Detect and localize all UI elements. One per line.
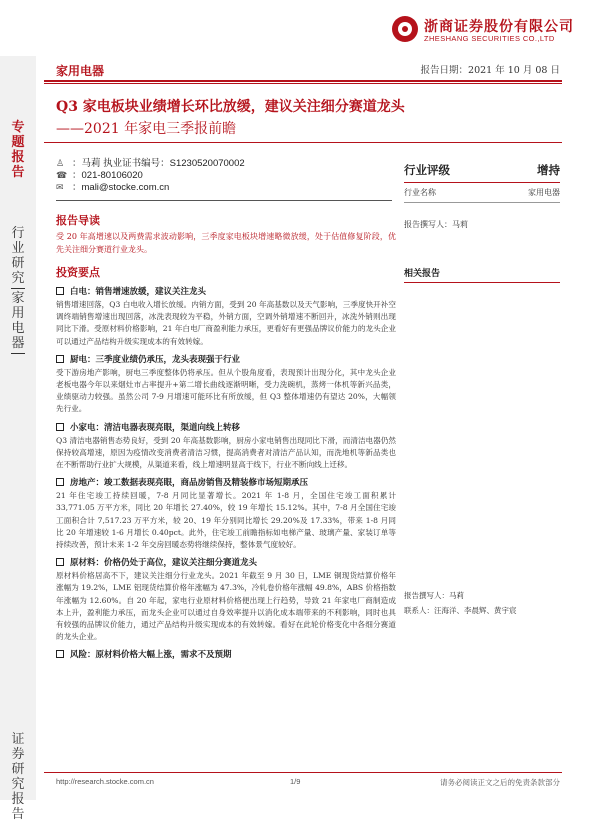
investment-bullet [56, 421, 396, 472]
left-side-bar [0, 56, 36, 822]
analyst-email[interactable]: ：mali@stocke.com.cn [72, 182, 170, 193]
rating-value: 增持 [537, 163, 560, 177]
bullet-body: 21 年住宅竣工持续回暖，7-8 月同比显著增长。2021 年 1-8 月，全国住宅竣工面积累计 33,771.05 万平方米，同比 20 年增长 27.40%，较 19 年增长 15.12%。其中，7-8 月全国住宅竣工面积合计 7,517.23 万平方米，较 20、19 年分别同比增长 29.20%及 17.33%，带来 1-8 月同比 20 年增速较 1-6 月增长 0.40pct。此外，住宅竣工前瞻指标如电梯产量、玻璃产量、家装订单等持续改善，预计未来 1-2 年交房回暖态势将继续保持，整体景气度较好。 [56, 491, 396, 550]
company-name-en: ZHESHANG SECURITIES CO.,LTD [424, 34, 555, 43]
industry-row [404, 183, 560, 203]
guide-title: 报告导读 [56, 214, 100, 227]
right-contacts [404, 588, 564, 618]
category-vertical-2: 家用电器 [11, 291, 25, 351]
checkbox-bullet-icon [56, 558, 64, 566]
investment-bullet [56, 648, 396, 660]
header-divider [44, 80, 562, 82]
vertical-divider [11, 288, 25, 289]
bullet-title: 小家电：清洁电器表现亮眼，渠道向线上转移 [70, 422, 241, 433]
mail-icon: ✉ [56, 183, 64, 193]
investment-bullet [56, 353, 396, 416]
bullet-head [56, 285, 396, 297]
bullet-head [56, 476, 396, 488]
bullet-body: 原材料价格居高不下，建议关注细分行业龙头。2021 年截至 9 月 30 日，LME 铜现货结算价格年涨幅为 19.2%，LME 铝现货结算价格年涨幅为 47.3%，冷轧卷价格年涨幅 49.8%，ABS 价格指数年涨幅为 12.60%。自 20 年起，家电行业原材料价格便出现上行趋势，导致 21 年家电厂商制造成本上升，盈利能力承压，而龙头企业可以通过自身效率提升以消化成本端带来的不利影响，同时也具有较强的品牌议价能力，通过产品结构升级实现成本的有效转嫁。看好在此轮价格变化中各细分赛道的龙头企业。 [56, 571, 396, 642]
main-content [56, 212, 396, 662]
disclaimer-note: 请务必阅读正文之后的免责条款部分 [440, 778, 560, 787]
securities-report-vertical: 证券研究报告 [11, 732, 25, 822]
investment-bullet [56, 285, 396, 348]
investment-bullet [56, 476, 396, 551]
rating-author: 报告撰写人：马莉 [404, 220, 468, 229]
analyst-name: ：马莉 执业证书编号：S1230520070002 [72, 158, 245, 169]
sector-label: 家用电器 [56, 64, 105, 78]
report-type-vertical: 专题报告 [11, 120, 25, 180]
report-date: 报告日期：2021 年 10 月 08 日 [420, 65, 560, 76]
title-divider [44, 142, 562, 143]
investment-bullet [56, 556, 396, 643]
header-divider-thin [44, 83, 562, 84]
checkbox-bullet-icon [56, 287, 64, 295]
checkbox-bullet-icon [56, 423, 64, 431]
report-subtitle: ——2021 年家电三季报前瞻 [56, 121, 237, 137]
logo-mark-icon [392, 16, 418, 42]
rating-header [404, 162, 560, 183]
checkbox-bullet-icon [56, 355, 64, 363]
rating-label: 行业评级 [404, 163, 450, 177]
page-number: 1/9 [290, 777, 301, 786]
bullet-head [56, 353, 396, 365]
contact-persons: 联系人：汪海洋、李晨辉、黄宇宸 [404, 606, 517, 615]
contact-row [56, 182, 245, 194]
bullet-title: 厨电：三季度业绩仍承压，龙头表现强于行业 [70, 354, 241, 365]
bullet-head [56, 421, 396, 433]
bullet-title: 房地产：竣工数据表现亮眼，商品房销售及精装修市场短期承压 [70, 478, 309, 489]
phone-icon: ☎ [56, 171, 68, 181]
related-reports-heading: 相关报告 [404, 266, 560, 283]
contacts-divider [56, 200, 392, 201]
rating-box [404, 162, 560, 230]
report-title: Q3 家电板块业绩增长环比放缓，建议关注细分赛道龙头 [56, 99, 405, 115]
person-icon: ♙ [56, 159, 65, 169]
footer-url[interactable]: http://research.stocke.com.cn [56, 777, 154, 786]
contact-row [56, 158, 245, 170]
checkbox-bullet-icon [56, 478, 64, 486]
category-vertical-1: 行业研究 [11, 226, 25, 286]
analyst-phone: ：021-80106020 [72, 170, 143, 181]
bullet-body: 受下游房地产影响，厨电三季度整体仍将承压。但从个股角度看，表现预计出现分化，其中龙头企业老板电器今年以来烟灶市占率提升+第二增长曲线逐渐明晰，受力洗碗机，蒸烤一体机等新兴品类，业绩驱动力较强。虽然公司 7-9 月增速可能环比有所放缓，但 Q3 整体增速仍有望达 20%，大幅领先行业。 [56, 367, 396, 414]
bullet-head [56, 648, 396, 660]
analyst-contacts [56, 158, 245, 194]
company-name-cn: 浙商证券股份有限公司 [424, 19, 574, 35]
category-vertical [8, 226, 28, 356]
vertical-divider [11, 353, 25, 354]
investment-title: 投资要点 [56, 266, 100, 279]
industry-value: 家用电器 [528, 188, 560, 197]
bullet-title: 白电：销售增速放缓，建议关注龙头 [70, 287, 207, 297]
industry-label: 行业名称 [404, 188, 436, 197]
contact-row [56, 170, 245, 182]
company-logo [392, 12, 592, 50]
guide-text: 受 20 年高增速以及两费需求波动影响，三季度家电板块增速略微放缓，处于估值修复阶段，优先关注细分赛道行业龙头。 [56, 232, 396, 254]
checkbox-bullet-icon [56, 650, 64, 658]
report-writer: 报告撰写人：马莉 [404, 591, 464, 600]
bullet-head [56, 556, 396, 568]
bullet-body: 销售增速回落，Q3 白电收入增长放缓。内销方面，受到 20 年高基数以及天气影响，三季度快开补空调终端销售增速出现回落，冰洗表现较为平稳，外销方面，空调外销增速不断回升，冰洗外销则出现同比下滑。受原材料价格影响，21 年白电厂商盈利能力承压，更看好有更强品牌议价能力的龙头企业可以通过产品结构升级实现成本的有效转嫁。 [56, 300, 396, 346]
bullet-body: Q3 清洁电器销售态势良好，受到 20 年高基数影响，厨房小家电销售出现同比下滑，而清洁电器仍然保持较高增速，原因为疫情改变消费者清洁习惯，提高消费者对清洁产品认知，而洗地机等新品类也在不断帮助行业扩大规模，从渠道来看，线上增速明显高于线下，行业不断向线上迁移。 [56, 435, 396, 470]
bullet-title: 原材料：价格仍处于高位，建议关注细分赛道龙头 [70, 558, 258, 569]
bullet-title: 风险：原材料价格大幅上涨，需求不及预期 [70, 650, 232, 661]
footer-divider [44, 772, 562, 773]
